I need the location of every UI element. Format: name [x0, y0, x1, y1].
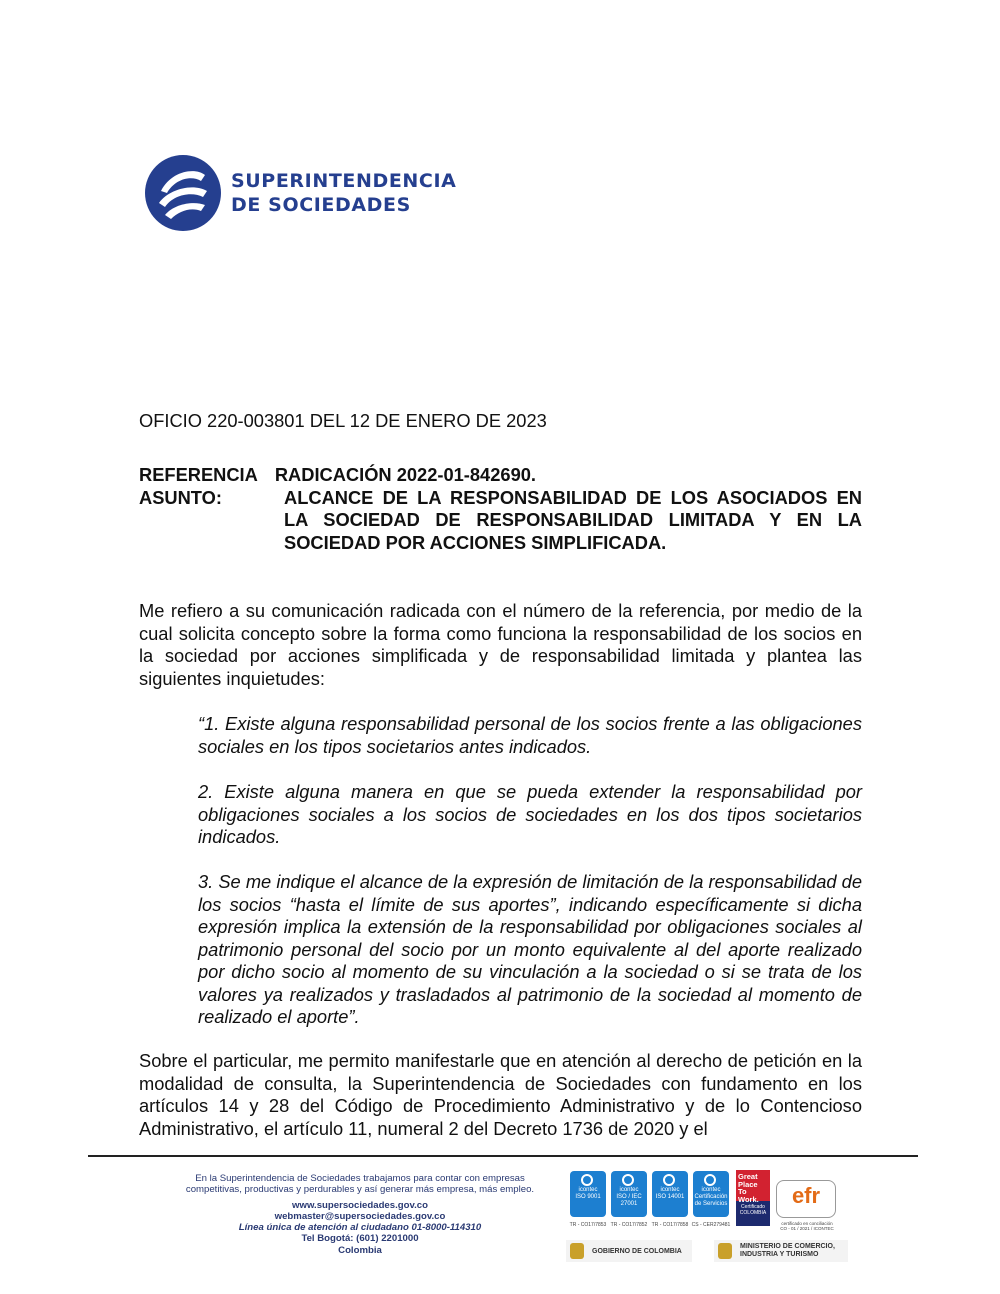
cert-code-1: TR - CO17/7853 [569, 1222, 607, 1228]
colombia-seal-icon [570, 1243, 584, 1259]
cert-code-2: TR - CO17/7852 [610, 1222, 648, 1228]
quote-item-1: “1. Existe alguna responsabilidad personal de los socios frente a las obligaciones sociales en los tipos societarios antes indicados. [198, 713, 862, 757]
referencia-label: REFERENCIA [139, 464, 258, 485]
gobierno-colombia-badge [566, 1240, 692, 1262]
asunto-label: ASUNTO: [139, 486, 222, 508]
efr-caption: certificado en conciliación CO - 01 / 2021 / ICONTEC [780, 1221, 834, 1231]
footer-divider [88, 1155, 918, 1157]
oficio-number: OFICIO 220-003801 DEL 12 DE ENERO DE 2023 [139, 410, 547, 431]
gobierno-colombia-label: GOBIERNO DE COLOMBIA [592, 1247, 682, 1255]
body-paragraph-2: Sobre el particular, me permito manifestarle que en atención al derecho de petición en la modalidad de consulta, la Superintendencia de Sociedades con fundamento en los artículos 14 y 28 del Código de Procedimiento Administrativo y de lo Contencioso Administrativo, el artículo 11, numeral 2 del Decreto 1736 de 2020 y el [139, 1050, 862, 1139]
cert-code-3: TR - CO17/7858 [651, 1222, 689, 1228]
efr-icon: efr [776, 1180, 836, 1218]
logo-line-1: SUPERINTENDENCIA [231, 170, 457, 192]
logo-wordmark [231, 169, 456, 217]
mincomercio-label: MINISTERIO DE COMERCIO, INDUSTRIA Y TURISMO [740, 1243, 835, 1258]
footer-linea: Línea única de atención al ciudadano 01-8000-114310 [238, 1222, 482, 1234]
mincomercio-badge [714, 1240, 848, 1262]
supersociedades-logo-icon [143, 153, 223, 233]
great-place-to-work-icon: Great Place To Work. Certificado COLOMBIA [736, 1170, 770, 1226]
icontec-iso9001-icon: icontec ISO 9001 [570, 1171, 606, 1217]
icontec-iso14001-icon: icontec ISO 14001 [652, 1171, 688, 1217]
footer-email: webmaster@supersociedades.gov.co [274, 1210, 446, 1222]
icontec-iso27001-icon: icontec ISO / IEC 27001 [611, 1171, 647, 1217]
icontec-servicios-icon: icontec Certificación de Servicios [693, 1171, 729, 1217]
reference-block [139, 464, 862, 554]
quote-item-3: 3. Se me indique el alcance de la expresión de limitación de la responsabilidad de los socios “hasta el límite de sus aportes”, indicando específicamente si dicha expresión implica la extensión de la responsabilidad por obligaciones sociales al patrimonio personal del socio por un monto equivalente al del aporte realizado por dicho socio al momento de su vinculación a la sociedad o si se trata de los valores ya realizados y trasladados al patrimonio de la sociedad al momento de realizado el aporte”. [198, 871, 862, 1027]
asunto-value: ALCANCE DE LA RESPONSABILIDAD DE LOS ASOCIADOS EN LA SOCIEDAD DE RESPONSABILIDAD LIMITADA Y EN LA SOCIEDAD POR ACCIONES SIMPLIFICADA. [284, 486, 862, 553]
cert-code-4: CS - CER279481 [691, 1222, 731, 1228]
footer-website: www.supersociedades.gov.co [292, 1199, 428, 1211]
header-logo [143, 153, 473, 233]
footer-tagline-1: En la Superintendencia de Sociedades trabajamos para contar con empresas [195, 1173, 525, 1184]
colombia-seal-icon [718, 1243, 732, 1259]
footer-tel: Tel Bogotá: (601) 2201000 [301, 1233, 419, 1245]
footer-tagline-2: competitivas, productivas y perdurables y así generar más empresa, más empleo. [185, 1184, 535, 1196]
logo-line-2: DE SOCIEDADES [231, 194, 411, 216]
quote-item-2: 2. Existe alguna manera en que se pueda extender la responsabilidad por obligaciones sociales a los socios de sociedades en los dos tipos societarios indicados. [198, 781, 862, 847]
body-paragraph-1: Me refiero a su comunicación radicada con el número de la referencia, por medio de la cual solicita concepto sobre la forma como funciona la responsabilidad de los socios en la sociedad por acciones simplificada y de responsabilidad limitada y plantea las siguientes inquietudes: [139, 600, 862, 689]
referencia-value: RADICACIÓN 2022-01-842690. [274, 464, 536, 485]
footer-country: Colombia [338, 1244, 382, 1256]
footer-contact [160, 1173, 560, 1256]
